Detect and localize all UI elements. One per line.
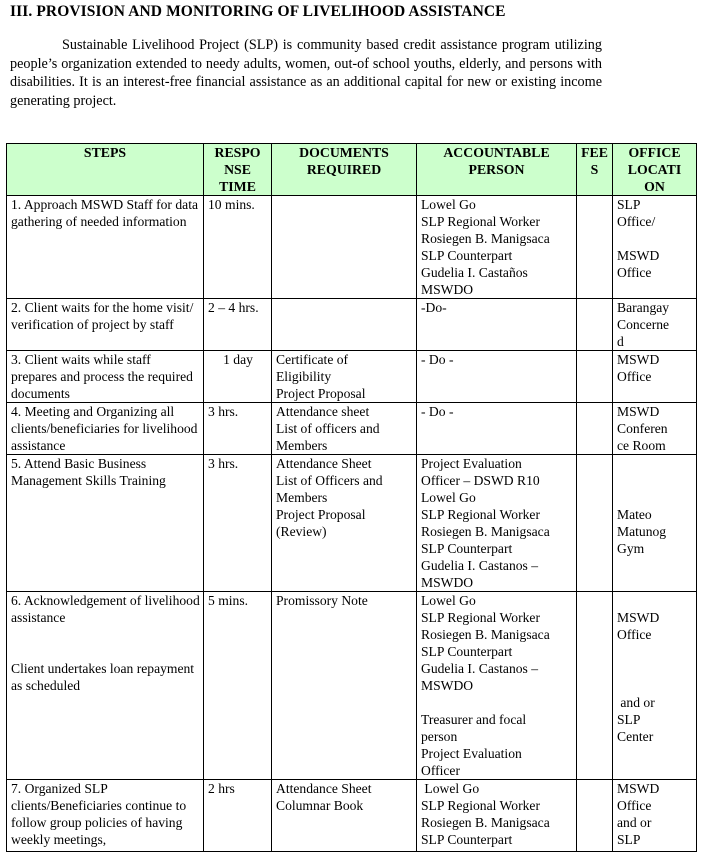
person-cell: Project Evaluation Officer – DSWD R10 Lowel Go SLP Regional Worker Rosiegen B. Manigsaca SLP Counterpart Gudelia I. Castanos – MSWDO bbox=[417, 455, 577, 592]
time-cell: 3 hrs. bbox=[204, 455, 272, 592]
table-row bbox=[7, 196, 697, 299]
table-row bbox=[7, 780, 697, 852]
office-cell: MSWD Office and or SLP Center bbox=[613, 592, 697, 780]
documents-cell: Attendance Sheet Columnar Book bbox=[272, 780, 417, 852]
step-extra-text: Client undertakes loan repayment as scheduled bbox=[11, 661, 195, 693]
office-cell: MSWD Office and or SLP bbox=[613, 780, 697, 852]
office-cell: MSWD Conferen ce Room bbox=[613, 403, 697, 455]
office-extra-text: and or SLP Center bbox=[617, 695, 655, 744]
person-cell: Lowel Go SLP Regional Worker Rosiegen B. Manigsaca SLP Counterpart Gudelia I. Castaños MSWDO bbox=[417, 196, 577, 299]
fees-cell bbox=[577, 196, 613, 299]
office-cell: Barangay Concerne d bbox=[613, 299, 697, 351]
fees-cell bbox=[577, 351, 613, 403]
table-header-row bbox=[7, 144, 697, 196]
table-row bbox=[7, 455, 697, 592]
step-cell: 5. Attend Basic Business Management Skills Training bbox=[7, 455, 204, 592]
documents-cell: Attendance sheet List of officers and Members bbox=[272, 403, 417, 455]
table-row bbox=[7, 592, 697, 780]
time-cell: 10 mins. bbox=[204, 196, 272, 299]
section-title: III. PROVISION AND MONITORING OF LIVELIHOOD ASSISTANCE bbox=[10, 3, 506, 20]
time-cell: 2 – 4 hrs. bbox=[204, 299, 272, 351]
step-cell: 6. Acknowledgement of livelihood assistance Client undertakes loan repayment as scheduled bbox=[7, 592, 204, 780]
header-fees: FEE S bbox=[577, 144, 613, 196]
services-table bbox=[6, 143, 697, 852]
table-row bbox=[7, 403, 697, 455]
header-documents: DOCUMENTS REQUIRED bbox=[272, 144, 417, 196]
person-cell: - Do - bbox=[417, 351, 577, 403]
step-cell: 3. Client waits while staff prepares and process the required documents bbox=[7, 351, 204, 403]
header-steps: STEPS bbox=[7, 144, 204, 196]
fees-cell bbox=[577, 780, 613, 852]
time-cell: 3 hrs. bbox=[204, 403, 272, 455]
time-cell: 2 hrs bbox=[204, 780, 272, 852]
step-cell: 2. Client waits for the home visit/ verification of project by staff bbox=[7, 299, 204, 351]
documents-cell: Certificate of Eligibility Project Proposal bbox=[272, 351, 417, 403]
person-cell: -Do- bbox=[417, 299, 577, 351]
person-cell: Lowel Go SLP Regional Worker Rosiegen B. Manigsaca SLP Counterpart Gudelia I. Castanos – MSWDO Treasurer and focal person Project Evaluation Officer bbox=[417, 592, 577, 780]
documents-cell bbox=[272, 196, 417, 299]
header-response-time: RESPO NSE TIME bbox=[204, 144, 272, 196]
intro-paragraph: Sustainable Livelihood Project (SLP) is community based credit assistance program utilizing people’s organization extended to needy adults, women, out-of school youths, elderly, and persons with disabilities. It is an interest-free financial assistance as an additional capital for new or existing income generating project. bbox=[10, 37, 602, 109]
person-cell: - Do - bbox=[417, 403, 577, 455]
table-row bbox=[7, 351, 697, 403]
time-cell: 1 day bbox=[204, 351, 272, 403]
person-extra-text: Treasurer and focal person Project Evaluation Officer bbox=[421, 712, 527, 778]
documents-cell: Attendance Sheet List of Officers and Members Project Proposal (Review) bbox=[272, 455, 417, 592]
office-cell: SLP Office/ MSWD Office bbox=[613, 196, 697, 299]
step-cell: 4. Meeting and Organizing all clients/beneficiaries for livelihood assistance bbox=[7, 403, 204, 455]
table-row bbox=[7, 299, 697, 351]
fees-cell bbox=[577, 403, 613, 455]
office-cell: MSWD Office bbox=[613, 351, 697, 403]
fees-cell bbox=[577, 455, 613, 592]
step-cell: 1. Approach MSWD Staff for data gathering of needed information bbox=[7, 196, 204, 299]
header-office-location: OFFICE LOCATI ON bbox=[613, 144, 697, 196]
time-cell: 5 mins. bbox=[204, 592, 272, 780]
documents-cell: Promissory Note bbox=[272, 592, 417, 780]
header-accountable-person: ACCOUNTABLE PERSON bbox=[417, 144, 577, 196]
fees-cell bbox=[577, 299, 613, 351]
office-cell: Mateo Matunog Gym bbox=[613, 455, 697, 592]
documents-cell bbox=[272, 299, 417, 351]
step-cell: 7. Organized SLP clients/Beneficiaries continue to follow group policies of having weekly meetings, bbox=[7, 780, 204, 852]
fees-cell bbox=[577, 592, 613, 780]
person-cell: Lowel Go SLP Regional Worker Rosiegen B. Manigsaca SLP Counterpart bbox=[417, 780, 577, 852]
